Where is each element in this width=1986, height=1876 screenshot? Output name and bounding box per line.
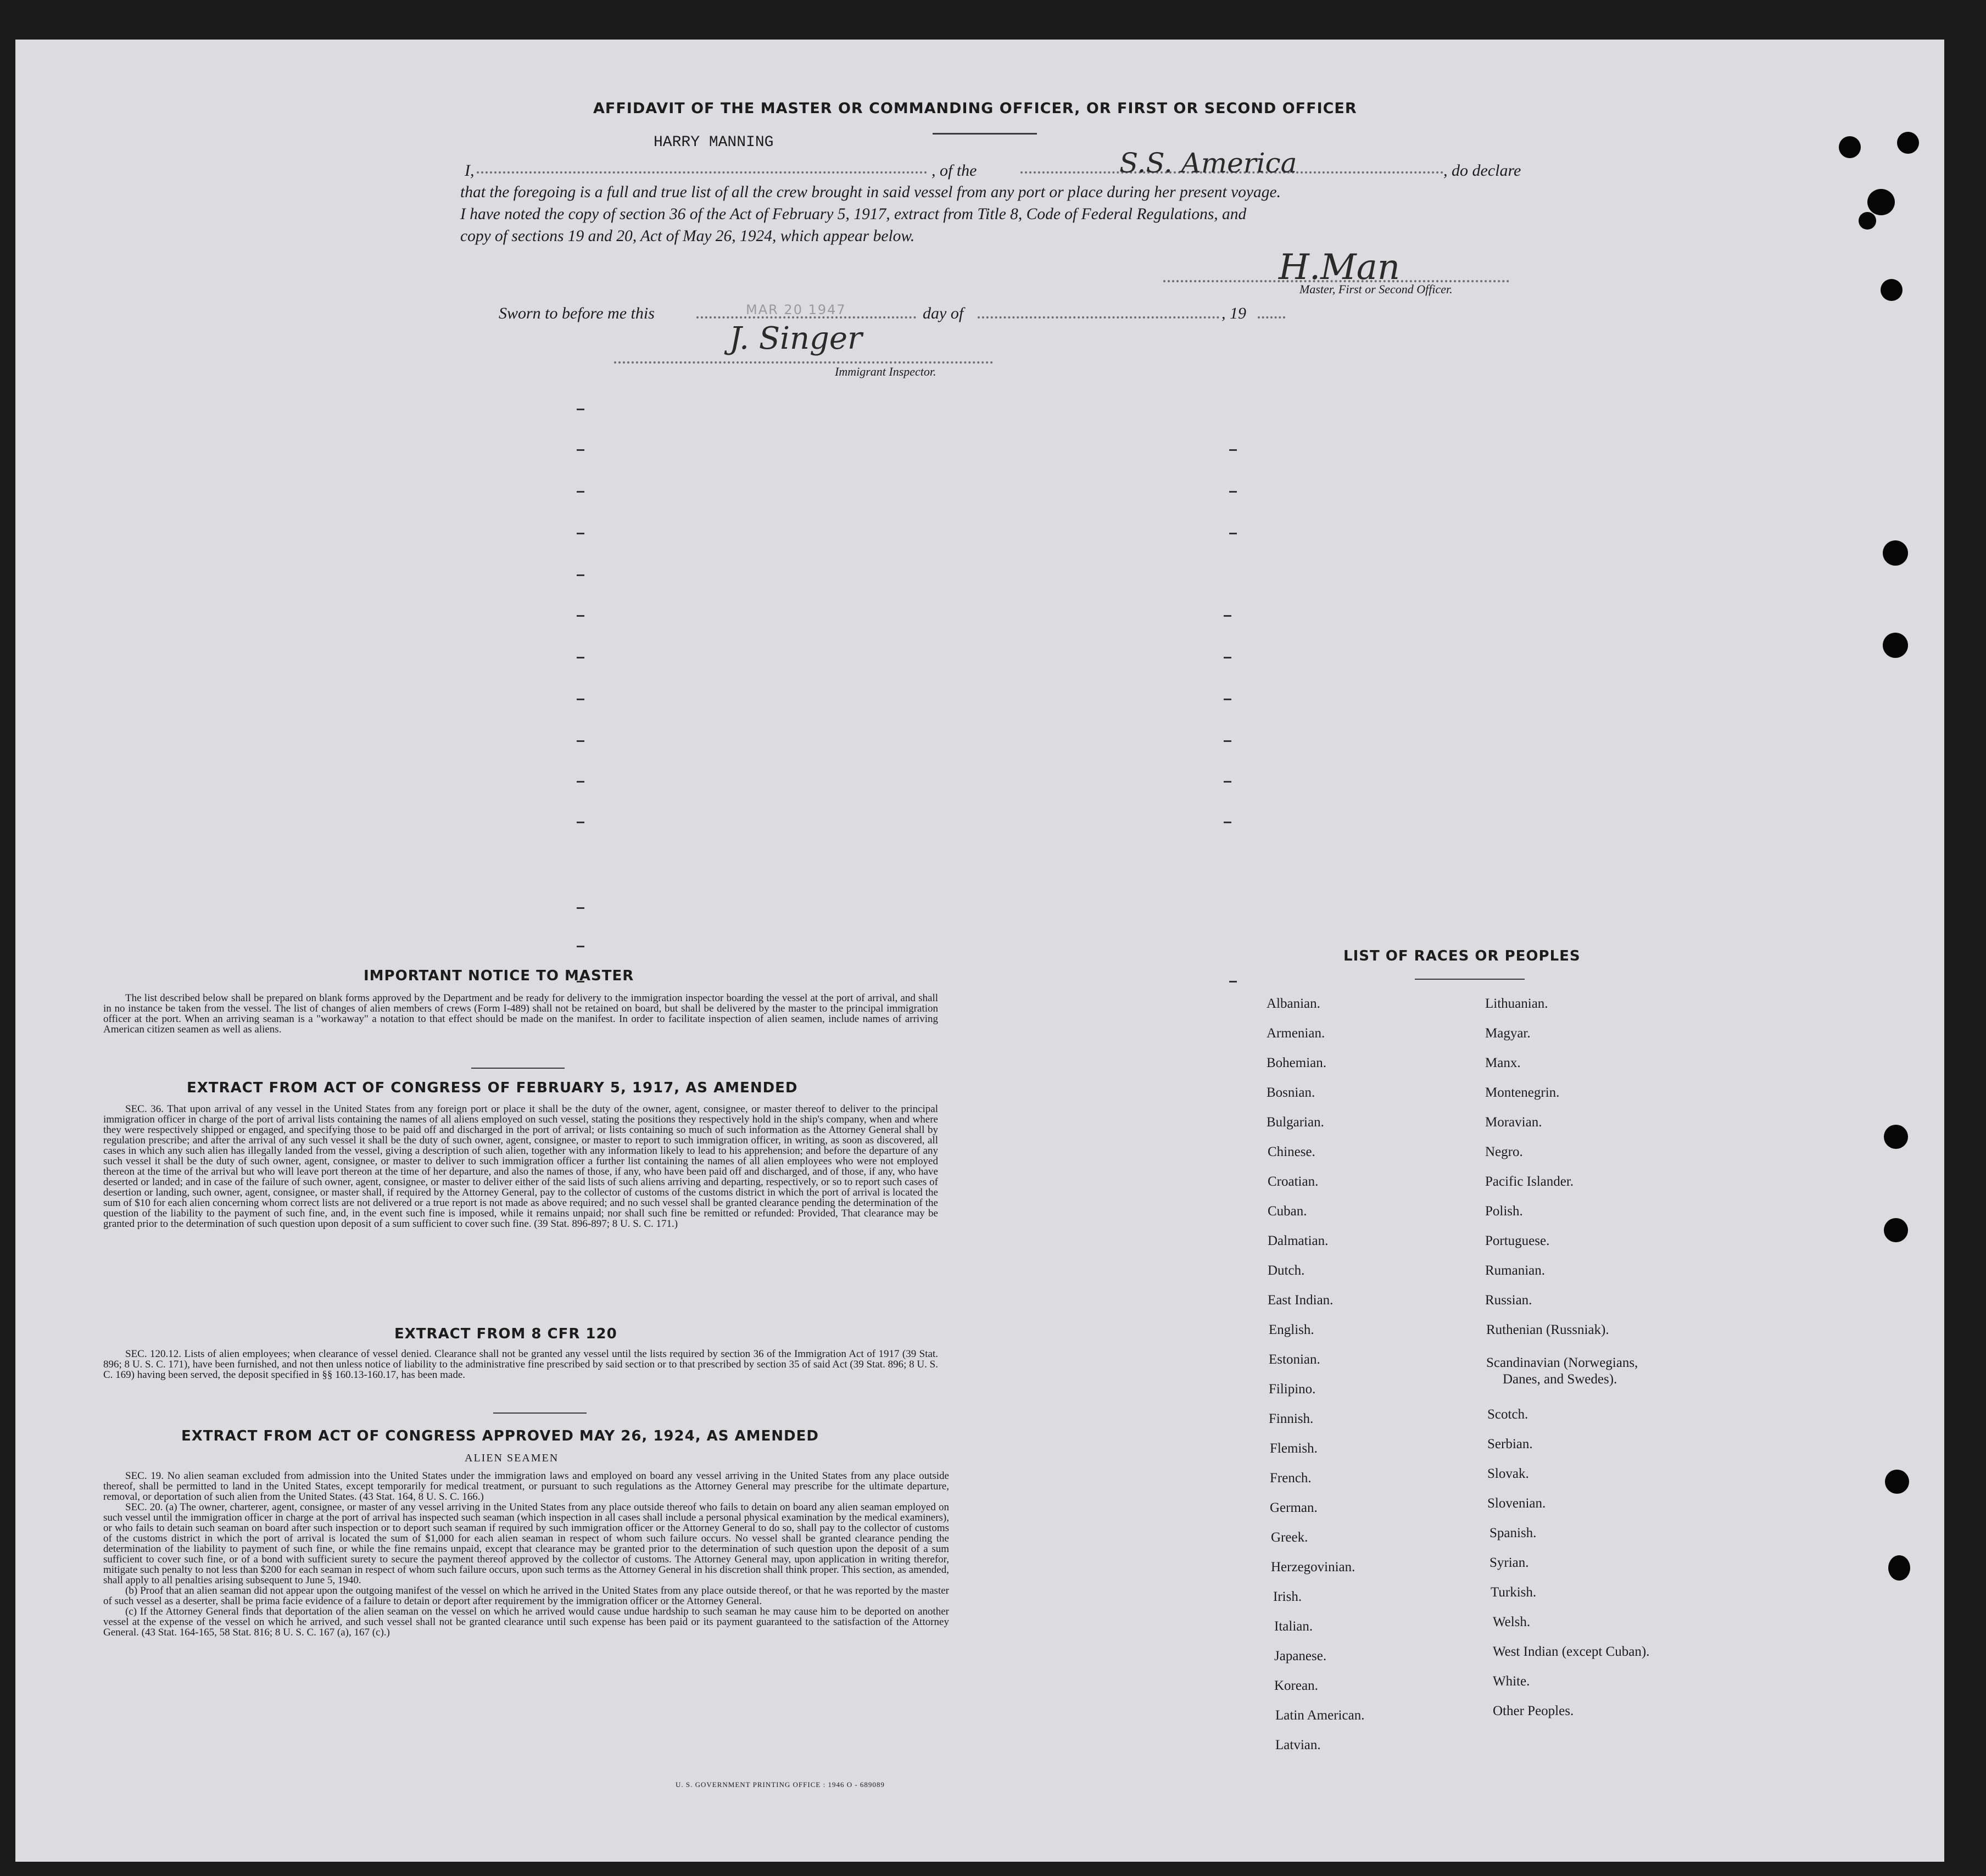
dash-mark <box>577 907 584 909</box>
inspector-signature-line <box>614 361 993 364</box>
dash-mark <box>1229 491 1237 493</box>
officer-name: HARRY MANNING <box>654 134 774 151</box>
dash-mark <box>1224 615 1231 617</box>
race-item: Welsh. <box>1493 1615 1531 1629</box>
punch-hole <box>1839 136 1861 158</box>
sworn-month-line <box>978 316 1219 319</box>
race-item-continuation: Danes, and Swedes). <box>1503 1372 1617 1387</box>
race-item: Lithuanian. <box>1485 996 1548 1011</box>
race-item: Dutch. <box>1268 1263 1305 1278</box>
races-title: LIST OF RACES OR PEOPLES <box>1343 948 1581 964</box>
race-item: Italian. <box>1274 1619 1313 1634</box>
race-item: Ruthenian (Russniak). <box>1486 1322 1609 1337</box>
printer-imprint: U. S. GOVERNMENT PRINTING OFFICE : 1946 O - 689089 <box>676 1780 885 1789</box>
dash-mark <box>577 449 584 451</box>
year-line <box>1258 316 1285 319</box>
document-page <box>15 40 1944 1862</box>
race-item: Herzegovinian. <box>1271 1560 1355 1575</box>
race-item: Bulgarian. <box>1267 1115 1324 1130</box>
dash-mark <box>1224 699 1231 700</box>
inspector-signature: J. Singer <box>729 321 862 356</box>
dash-mark <box>1224 740 1231 742</box>
race-item: Negro. <box>1485 1144 1523 1159</box>
vessel-name: S.S. America <box>1119 147 1297 179</box>
race-item: Turkish. <box>1491 1585 1537 1600</box>
year-label: , 19 <box>1221 304 1246 322</box>
dash-mark <box>577 781 584 783</box>
race-item: Korean. <box>1274 1678 1318 1693</box>
race-item: Other Peoples. <box>1493 1704 1574 1718</box>
divider <box>493 1412 587 1414</box>
race-item: West Indian (except Cuban). <box>1493 1644 1650 1659</box>
race-item: Moravian. <box>1485 1115 1542 1130</box>
punch-hole <box>1897 132 1919 154</box>
extract-cfr-block <box>103 1349 938 1380</box>
punch-hole <box>1883 540 1908 566</box>
extract-1924-block <box>103 1471 949 1638</box>
race-item: Russian. <box>1485 1293 1532 1308</box>
race-item: Syrian. <box>1490 1555 1529 1570</box>
extract-1924-subtitle: ALIEN SEAMEN <box>465 1452 559 1464</box>
race-item: Croatian. <box>1268 1174 1319 1189</box>
affidavit-line-2: I have noted the copy of section 36 of the Act of February 5, 1917, extract from Title 8, Code of Federal Regulations, and <box>460 205 1247 223</box>
race-item: Serbian. <box>1487 1437 1533 1451</box>
notice-title: IMPORTANT NOTICE TO MASTER <box>364 968 634 984</box>
notice-text-block <box>103 993 938 1035</box>
race-item: Armenian. <box>1267 1026 1325 1041</box>
race-item: Spanish. <box>1490 1526 1537 1540</box>
extract-1924-sec20b: (b) Proof that an alien seaman did not appear upon the outgoing manifest of the vessel on which he arrived in the United States from any place outside thereof, or that he was reported by the master of such vessel as a deserter, shall be prima facie evidence of a failure to detain or deport after requirement by the immigration officer or the Attorney General. <box>103 1585 949 1607</box>
race-item: Chinese. <box>1268 1144 1315 1159</box>
dash-mark <box>1229 981 1237 982</box>
punch-hole <box>1884 1218 1908 1242</box>
date-stamp: MAR 20 1947 <box>746 302 846 317</box>
affidavit-title: AFFIDAVIT OF THE MASTER OR COMMANDING OFFICER, OR FIRST OR SECOND OFFICER <box>593 100 1357 117</box>
race-item: Irish. <box>1273 1589 1302 1604</box>
dash-mark <box>577 657 584 658</box>
race-item: Finnish. <box>1269 1411 1314 1426</box>
race-item: Greek. <box>1271 1530 1308 1545</box>
dash-mark <box>577 822 584 823</box>
race-item: Dalmatian. <box>1268 1233 1329 1248</box>
notice-text: The list described below shall be prepared on blank forms approved by the Department and be ready for delivery to the immigration inspector boarding the vessel at the port of arrival, and shall in no instance be taken from the vessel. The list of changes of alien members of crews (Form I-489) shall not be retained on board, but shall be delivered by the master to the principal immigration officer at the port. When an arriving seaman is a "workaway" a notation to that effect should be made on the manifest. In order to facilitate inspection of alien seamen, include names of arriving American citizen seamen as well as aliens. <box>103 992 938 1035</box>
dash-mark <box>577 409 584 410</box>
divider <box>933 133 1037 135</box>
sworn-label: Sworn to before me this <box>499 304 655 322</box>
extract-cfr-title: EXTRACT FROM 8 CFR 120 <box>394 1326 617 1342</box>
race-item: Latin American. <box>1275 1708 1365 1723</box>
race-item: Scandinavian (Norwegians, <box>1486 1355 1638 1370</box>
inspector-caption: Immigrant Inspector. <box>835 365 936 378</box>
extract-1917-text: SEC. 36. That upon arrival of any vessel in the United States from any foreign port or place it shall be the duty of the owner, agent, consignee, or master thereof to deliver to the principal immigration officer in charge of the port of arrival lists containing the names of all aliens employed on such vessel, stating the positions they respectively hold in the ship's company, when and where they were respectively shipped or engaged, and specifying those to be paid off and discharged in the port of arrival; or lists containing so much of such information as the Attorney General shall by regulation prescribe; and after the arrival of any such vessel it shall be the duty of such owner, agent, consignee, or master to report to such immigration officer, in writing, as soon as discovered, all cases in which any such alien has illegally landed from the vessel, giving a description of such alien, together with any information likely to lead to his apprehension; and before the departure of any such vessel it shall be the duty of such owner, agent, consignee, or master to deliver to such immigration officer a further list containing the names of all alien employees who were not employed thereon at the time of the arrival but who will leave port thereon at the time of her departure, and also the names of those, if any, who have been paid off and discharged, and of those, if any, who have deserted or landed; and in case of the failure of such owner, agent, consignee, or master to deliver either of the said lists of such aliens arriving and departing, respectively, or so to report such cases of desertion or landing, such owner, agent, consignee, or master shall, if required by the Attorney General, pay to the collector of customs of the customs district in which the port of arrival is located the sum of $10 for each alien concerning whom correct lists are not delivered or a true report is not made as above required; and no such vessel shall be granted clearance pending the determination of the question of the liability to the payment of such fine, and, in the event such fine is imposed, while it remains unpaid; nor shall such fine be remitted or refunded: Provided, That clearance may be granted prior to the determination of such question upon deposit of a sum sufficient to cover such fine. (39 Stat. 896-897; 8 U. S. C. 171.) <box>103 1103 938 1230</box>
dash-mark <box>1224 657 1231 658</box>
i-label: I, <box>465 161 475 180</box>
master-signature: H.Man <box>1279 247 1401 288</box>
dash-mark <box>577 946 584 947</box>
extract-1924-sec20c: (c) If the Attorney General finds that deportation of the alien seaman on the vessel on which he arrived would cause undue hardship to such seaman he may cause him to be deported on another vessel at the expense of the vessel on which he arrived, and such vessel shall not be granted clearance until such expense has been paid or its payment guaranteed to the satisfaction of the Attorney General. (43 Stat. 164-165, 58 Stat. 816; 8 U. S. C. 167 (a), 167 (c).) <box>103 1606 949 1638</box>
punch-hole <box>1883 633 1908 658</box>
divider <box>471 1068 565 1069</box>
race-item: Estonian. <box>1269 1352 1320 1367</box>
race-item: Magyar. <box>1485 1026 1531 1041</box>
race-item: Latvian. <box>1275 1738 1321 1752</box>
divider <box>1415 979 1525 980</box>
dash-mark <box>1224 781 1231 783</box>
race-item: Albanian. <box>1267 996 1320 1011</box>
of-the-label: , of the <box>931 161 977 180</box>
race-item: Montenegrin. <box>1485 1085 1560 1100</box>
race-item: White. <box>1493 1674 1530 1689</box>
race-item: French. <box>1270 1471 1312 1486</box>
race-item: Portuguese. <box>1485 1233 1550 1248</box>
punch-hole <box>1881 279 1903 301</box>
punch-hole <box>1884 1125 1908 1149</box>
race-item: Slovenian. <box>1487 1496 1546 1511</box>
race-item: Filipino. <box>1269 1382 1316 1397</box>
punch-hole <box>1867 189 1895 215</box>
extract-1924-sec19: SEC. 19. No alien seaman excluded from admission into the United States under the immigration laws and employed on board any vessel arriving in the United States from any place outside thereof, shall be permitted to land in the United States, except temporarily for medical treatment, or pursuant to such regulations as the Attorney General may prescribe for the ultimate departure, removal, or deportation of such alien from the United States. (43 Stat. 164, 8 U. S. C. 166.) <box>103 1470 949 1503</box>
day-of-label: day of <box>923 304 964 322</box>
race-item: East Indian. <box>1268 1293 1334 1308</box>
dash-mark <box>1224 822 1231 823</box>
race-item: Bohemian. <box>1267 1056 1327 1070</box>
race-item: Bosnian. <box>1267 1085 1315 1100</box>
dash-mark <box>577 533 584 534</box>
punch-hole <box>1888 1555 1910 1581</box>
dash-mark <box>577 574 584 576</box>
race-item: Scotch. <box>1487 1407 1528 1422</box>
dash-mark <box>577 615 584 617</box>
do-declare-label: , do declare <box>1443 161 1521 180</box>
dash-mark <box>577 491 584 493</box>
affidavit-line-3: copy of sections 19 and 20, Act of May 26, 1924, which appear below. <box>460 227 915 245</box>
extract-cfr-text: SEC. 120.12. Lists of alien employees; when clearance of vessel denied. Clearance shall not be granted any vessel until the lists required by section 36 of the Immigration Act of 1917 (39 Stat. 896; 8 U. S. C. 171), have been furnished, and not then unless notice of liability to the administrative fine prescribed by said section or to that prescribed by section 35 of said Act (39 Stat. 896; 8 U. S. C. 169) having been served, the deposit specified in §§ 160.13-160.17, has been made. <box>103 1348 938 1381</box>
extract-1917-block <box>103 1104 938 1229</box>
race-item: Polish. <box>1485 1204 1523 1219</box>
officer-name-line <box>477 171 927 174</box>
extract-1924-sec20a: SEC. 20. (a) The owner, charterer, agent, consignee, or master of any vessel arriving in the United States from any place outside thereof who fails to detain on board any alien seaman employed on such vessel until the immigration officer in charge at the port of arrival has inspected such seaman (which inspection in all cases shall include a personal physical examination by the medical examiners), or who fails to detain such seaman on board after such inspection or to deport such seaman if required by such immigration officer or the Attorney General to do so, shall pay to the collector of customs of the customs district in which the port of arrival is located the sum of $1,000 for each alien seaman in respect of whom such failure occurs. No vessel shall be granted clearance pending the determination of the liability to payment of such fine, or while the fine remains unpaid, except that clearance may be granted prior to the determination of such question upon the deposit of a sum sufficient to cover such fine, or of a bond with sufficient surety to secure the payment thereof approved by the collector of customs. The Attorney General may, upon application in writing therefor, mitigate such penalty to not less than $200 for each seaman in respect of whom such failure occurs, upon such terms as the Attorney General in his discretion shall think proper. This section, as amended, shall apply to all penalties arising subsequent to June 5, 1940. <box>103 1501 949 1586</box>
race-item: Flemish. <box>1270 1441 1318 1456</box>
race-item: Rumanian. <box>1485 1263 1546 1278</box>
dash-mark <box>577 740 584 742</box>
dash-mark <box>1229 449 1237 451</box>
race-item: Cuban. <box>1268 1204 1307 1219</box>
affidavit-line-1: that the foregoing is a full and true list of all the crew brought in said vessel from any port or place during her present voyage. <box>460 183 1281 201</box>
race-item: Manx. <box>1485 1056 1521 1070</box>
race-item: German. <box>1270 1500 1318 1515</box>
race-item: English. <box>1269 1322 1314 1337</box>
race-item: Pacific Islander. <box>1485 1174 1574 1189</box>
dash-mark <box>577 699 584 700</box>
extract-1924-title: EXTRACT FROM ACT OF CONGRESS APPROVED MAY 26, 1924, AS AMENDED <box>181 1428 819 1444</box>
punch-hole <box>1885 1470 1909 1494</box>
extract-1917-title: EXTRACT FROM ACT OF CONGRESS OF FEBRUARY 5, 1917, AS AMENDED <box>187 1080 798 1096</box>
race-item: Japanese. <box>1274 1649 1327 1663</box>
master-signature-caption: Master, First or Second Officer. <box>1299 282 1453 296</box>
race-item: Slovak. <box>1487 1466 1529 1481</box>
punch-hole <box>1859 212 1876 230</box>
dash-mark <box>1229 533 1237 534</box>
